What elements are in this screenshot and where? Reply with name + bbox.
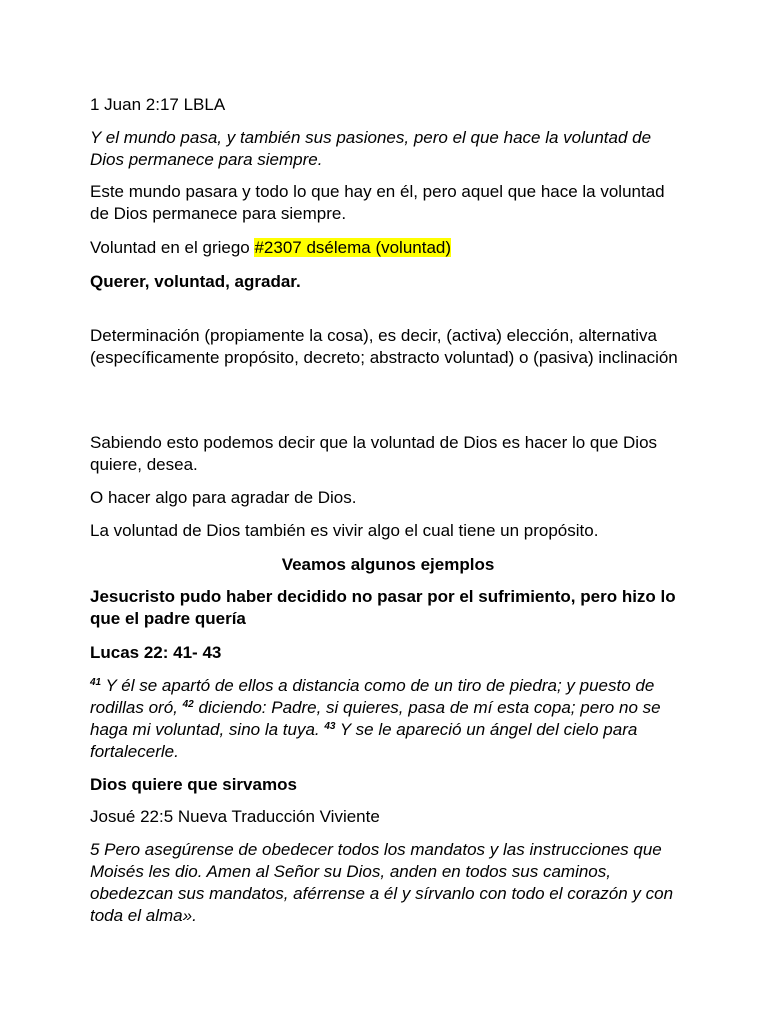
- verse-41-text: Y él se apartó de ellos a distancia como de un tiro de piedra; y puesto de rodillas oró,: [90, 676, 655, 717]
- paragraph-sabiendo: Sabiendo esto podemos decir que la voluntad de Dios es hacer lo que Dios quiere, desea.: [90, 433, 658, 474]
- greek-highlight: #2307 dsélema (voluntad): [254, 238, 452, 257]
- reference-josue: Josué 22:5 Nueva Traducción Viviente: [90, 807, 380, 826]
- quote-lucas: [90, 675, 686, 763]
- reference-1-juan: 1 Juan 2:17 LBLA: [90, 95, 226, 114]
- paragraph-proposito: La voluntad de Dios también es vivir algo el cual tiene un propósito.: [90, 521, 599, 540]
- reference-lucas: Lucas 22: 41- 43: [90, 643, 222, 662]
- verse-number-41: 41: [90, 677, 102, 688]
- verse-43-text: Y se le apareció un ángel del cielo para fortalecerle.: [90, 720, 638, 761]
- greek-definition-line: [90, 237, 686, 259]
- verse-42-text: diciendo: Padre, si quieres, pasa de mí esta copa; pero no se haga mi voluntad, sino la tuya.: [90, 698, 661, 739]
- bold-definition: Querer, voluntad, agradar.: [90, 272, 301, 291]
- section-title: Veamos algunos ejemplos: [281, 555, 495, 574]
- definition-paragraph: Determinación (propiamente la cosa), es decir, (activa) elección, alternativa (específicamente propósito, decreto; abstracto voluntad) o (pasiva) inclinación: [90, 326, 678, 367]
- paragraph-agradar: O hacer algo para agradar de Dios.: [90, 488, 357, 507]
- example-1-heading: Jesucristo pudo haber decidido no pasar por el sufrimiento, pero hizo lo que el padre quería: [90, 587, 676, 628]
- greek-prefix: Voluntad en el griego: [90, 238, 255, 257]
- example-2-heading: Dios quiere que sirvamos: [90, 775, 297, 794]
- verse-number-42: 42: [182, 699, 194, 710]
- verse-number-43: 43: [324, 721, 336, 732]
- paragraph-mundo-pasara: Este mundo pasara y todo lo que hay en él, pero aquel que hace la voluntad de Dios permanece para siempre.: [90, 182, 665, 223]
- quote-1-juan: Y el mundo pasa, y también sus pasiones, pero el que hace la voluntad de Dios permanece para siempre.: [90, 128, 652, 169]
- quote-josue: 5 Pero asegúrense de obedecer todos los mandatos y las instrucciones que Moisés les dio. Amen al Señor su Dios, anden en todos sus caminos, obedezcan sus mandatos, aférrense a él y sírvanlo con todo el corazón y con toda el alma».: [90, 840, 674, 925]
